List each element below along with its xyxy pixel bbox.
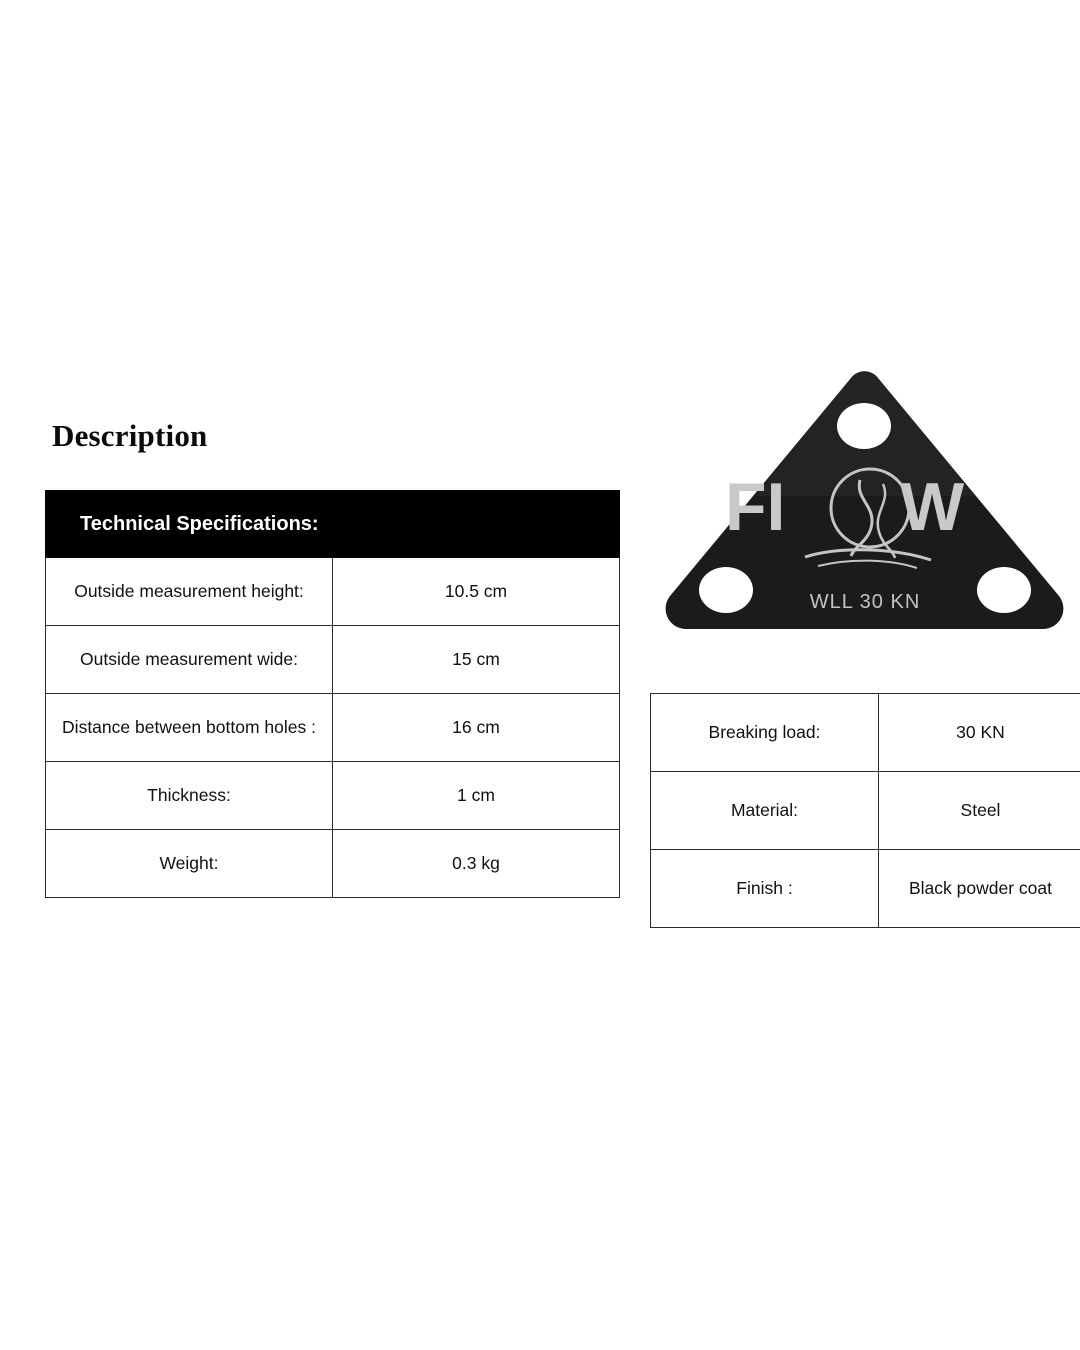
- spec-label: Distance between bottom holes :: [46, 694, 333, 762]
- table-row: [46, 762, 620, 830]
- table-row: [46, 830, 620, 898]
- plate-hole-bottom-left: [699, 567, 753, 613]
- page-title: Description: [52, 418, 208, 453]
- table-row: [651, 850, 1080, 928]
- spec-label: Outside measurement wide:: [46, 626, 333, 694]
- wll-marking: WLL 30 KN: [809, 591, 921, 613]
- table-row: [651, 772, 1080, 850]
- spec-value: Steel: [879, 772, 1080, 850]
- spec-value: 1 cm: [333, 762, 620, 830]
- technical-specifications-header: Technical Specifications:: [46, 491, 620, 558]
- product-image: [655, 360, 1075, 690]
- table-row: [46, 694, 620, 762]
- spec-value: Black powder coat: [879, 850, 1080, 928]
- table-row: [46, 626, 620, 694]
- spec-value: 30 KN: [879, 694, 1080, 772]
- spec-value: 10.5 cm: [333, 558, 620, 626]
- svg-text:FI: FI: [725, 469, 786, 545]
- table-row: [651, 694, 1080, 772]
- spec-value: 0.3 kg: [333, 830, 620, 898]
- spec-value: 16 cm: [333, 694, 620, 762]
- table-header-row: [46, 491, 620, 558]
- spec-label: Material:: [651, 772, 879, 850]
- plate-hole-bottom-right: [977, 567, 1031, 613]
- spec-label: Finish :: [651, 850, 879, 928]
- spec-label: Thickness:: [46, 762, 333, 830]
- svg-text:W: W: [900, 469, 965, 545]
- spec-label: Outside measurement height:: [46, 558, 333, 626]
- technical-specifications-table: [45, 490, 620, 898]
- spec-label: Weight:: [46, 830, 333, 898]
- plate-hole-top: [837, 403, 891, 449]
- material-specifications-table: [650, 693, 1080, 928]
- spec-value: 15 cm: [333, 626, 620, 694]
- table-row: [46, 558, 620, 626]
- spec-label: Breaking load:: [651, 694, 879, 772]
